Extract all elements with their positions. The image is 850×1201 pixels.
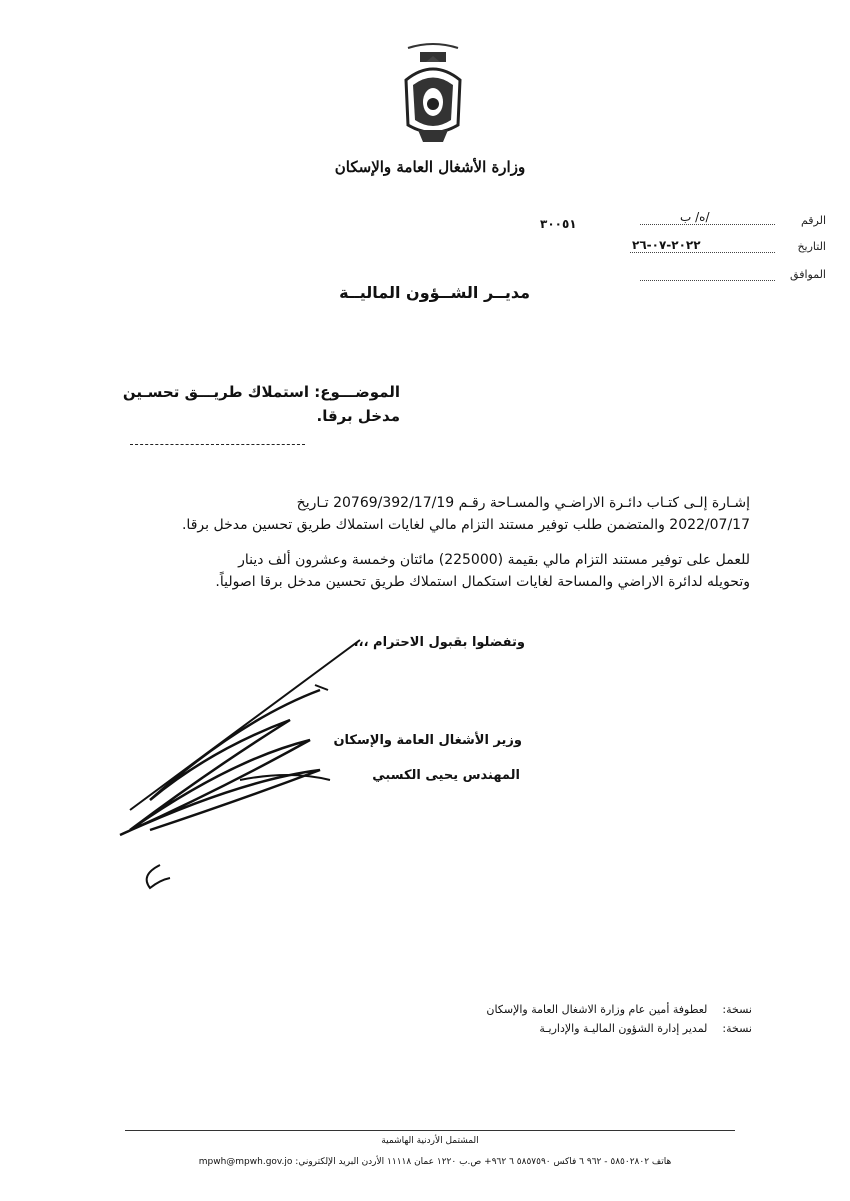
handwritten-signature [90, 630, 390, 900]
cc-text: لمدير إدارة الشؤون الماليـة والإداريـة [539, 1022, 708, 1035]
cc-text: لعطوفة أمين عام وزارة الاشغال العامة والإسكان [486, 1003, 708, 1016]
hijri-label: الموافق [790, 268, 826, 281]
date-label: التاريخ [797, 240, 826, 253]
date-line [630, 252, 775, 253]
recipient: مديــر الشــؤون الماليــة [339, 283, 530, 302]
body-p1-line1: إشـارة إلـى كتـاب دائـرة الاراضـي والمسـاحة رقـم 20769/392/17/19 تـاريخ [296, 495, 750, 511]
subject-underline [130, 444, 305, 445]
cc-item-2 [539, 1022, 752, 1035]
number-serial: ٣٠٠٥١ [540, 217, 577, 231]
body-paragraph-1 [95, 492, 750, 536]
hijri-line [640, 280, 775, 281]
body-paragraph-2 [95, 549, 750, 593]
jordan-coat-of-arms-icon [398, 40, 468, 150]
number-label: الرقم [800, 214, 826, 227]
subject [110, 380, 400, 428]
body-p1-line2: 2022/07/17 والمتضمن طلب توفير مستند التزام مالي لغايات استملاك طريق تحسين مدخل برقا. [181, 517, 750, 533]
cc-label: نسخة: [722, 1022, 752, 1035]
subject-line-1: الموضـــوع: استملاك طريـــق تحسـين [122, 383, 400, 401]
footer-contact: هاتف ٥٨٥٠٢٨٠٢ - ٩٦٢ ٦ فاكس ٥٨٥٧٥٩٠ ٦ ٩٦٢+ ص.ب ١٢٢٠ عمان ١١١١٨ الأردن البريد الإلكتروني: mpwh@mpwh.gov.jo [198, 1157, 672, 1167]
date-value: ٢٠٢٢-٠٧-٢٦ [632, 238, 701, 252]
subject-line-2: مدخل برقا. [316, 407, 400, 425]
closing-phrase: وتفضلوا بقبول الاحترام ،،، [353, 635, 525, 650]
body-p2-line1: للعمل على توفير مستند التزام مالي بقيمة (225000) مائتان وخمسة وعشرون ألف دينار [238, 552, 750, 568]
number-line [640, 224, 775, 225]
ministry-name: وزارة الأشغال العامة والإسكان [334, 158, 526, 176]
signature-title: وزير الأشغال العامة والإسكان [333, 733, 522, 748]
number-value: ه/ ب/ [680, 210, 710, 224]
footer-rule [125, 1130, 735, 1131]
cc-item-1 [486, 1003, 752, 1016]
signature-name: المهندس يحيى الكسبي [372, 768, 520, 783]
cc-label: نسخة: [722, 1003, 752, 1016]
footer-line-1: المشتمل الأردنية الهاشمية [381, 1136, 479, 1146]
body-p2-line2: وتحويله لدائرة الاراضي والمساحة لغايات استكمال استملاك طريق تحسين مدخل برقا اصولياً. [215, 574, 750, 590]
